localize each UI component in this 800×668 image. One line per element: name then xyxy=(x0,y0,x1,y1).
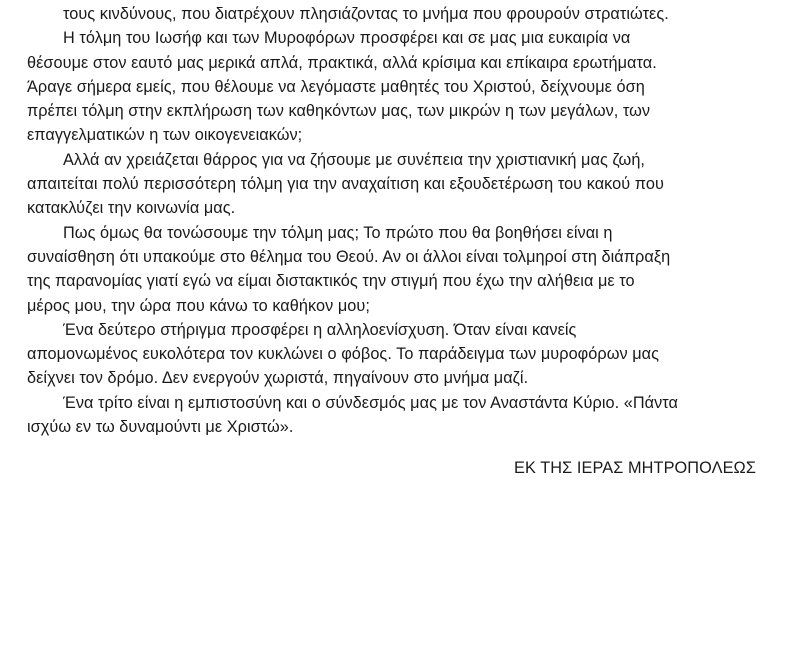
text-line: δείχνει τον δρόμο. Δεν ενεργούν χωριστά, πηγαίνουν στο μνήμα μαζί. xyxy=(27,369,529,388)
text-line: συναίσθηση ότι υπακούμε στο θέλημα του Θεού. Αν οι άλλοι είναι τολμηροί στη διάπραξη xyxy=(27,247,671,266)
text-line: τους κινδύνους, που διατρέχουν πλησιάζοντας το μνήμα που φρουρούν στρατιώτες. xyxy=(63,5,669,23)
text-line: Αλλά αν χρειάζεται θάρρος για να ζήσουμε με συνέπεια την χριστιανική μας ζωή, xyxy=(63,150,645,169)
text-line: Άραγε σήμερα εμείς, που θέλουμε να λεγόμαστε μαθητές του Χριστού, δείχνουμε όση xyxy=(27,77,645,96)
text-line: απομονωμένος ευκολότερα τον κυκλώνει ο φόβος. Το παράδειγμα των μυροφόρων μας xyxy=(27,345,660,364)
text-line: Ένα τρίτο είναι η εμπιστοσύνη και ο σύνδεσμός μας με τον Αναστάντα Κύριο. «Πάντα xyxy=(63,393,679,412)
text-line: Η τόλμη του Ιωσήφ και των Μυροφόρων προσφέρει και σε μας μια ευκαιρία να xyxy=(63,29,631,48)
text-line: μέρος μου, την ώρα που κάνω το καθήκον μου; xyxy=(27,296,370,315)
signature: ΕΚ ΤΗΣ ΙΕΡΑΣ ΜΗΤΡΟΠΟΛΕΩΣ xyxy=(513,459,756,477)
text-line: θέσουμε στον εαυτό μας μερικά απλά, πρακτικά, αλλά κρίσιμα και επίκαιρα ερωτήματα. xyxy=(27,53,657,72)
text-line: ισχύω εν τω δυναμούντι με Χριστώ». xyxy=(27,418,294,437)
text-line: της παρανομίας γιατί εγώ να είμαι διστακτικός την στιγμή που έχω την αλήθεια με το xyxy=(27,272,635,291)
text-line: πρέπει τόλμη στην εκπλήρωση των καθηκόντων μας, των μικρών η των μεγάλων, των xyxy=(27,102,651,121)
text-line: απαιτείται πολύ περισσότερη τόλμη για την αναχαίτιση και εξουδετέρωση του κακού που xyxy=(27,175,664,194)
text-line: επαγγελματικών η των οικογενειακών; xyxy=(27,126,303,145)
text-line: κατακλύζει την κοινωνία μας. xyxy=(27,199,236,218)
document-body xyxy=(27,2,777,439)
text-line: Πως όμως θα τονώσουμε την τόλμη μας; Το πρώτο που θα βοηθήσει είναι η xyxy=(63,223,613,242)
text-line: Ένα δεύτερο στήριγμα προσφέρει η αλληλοενίσχυση. Όταν είναι κανείς xyxy=(63,320,577,339)
